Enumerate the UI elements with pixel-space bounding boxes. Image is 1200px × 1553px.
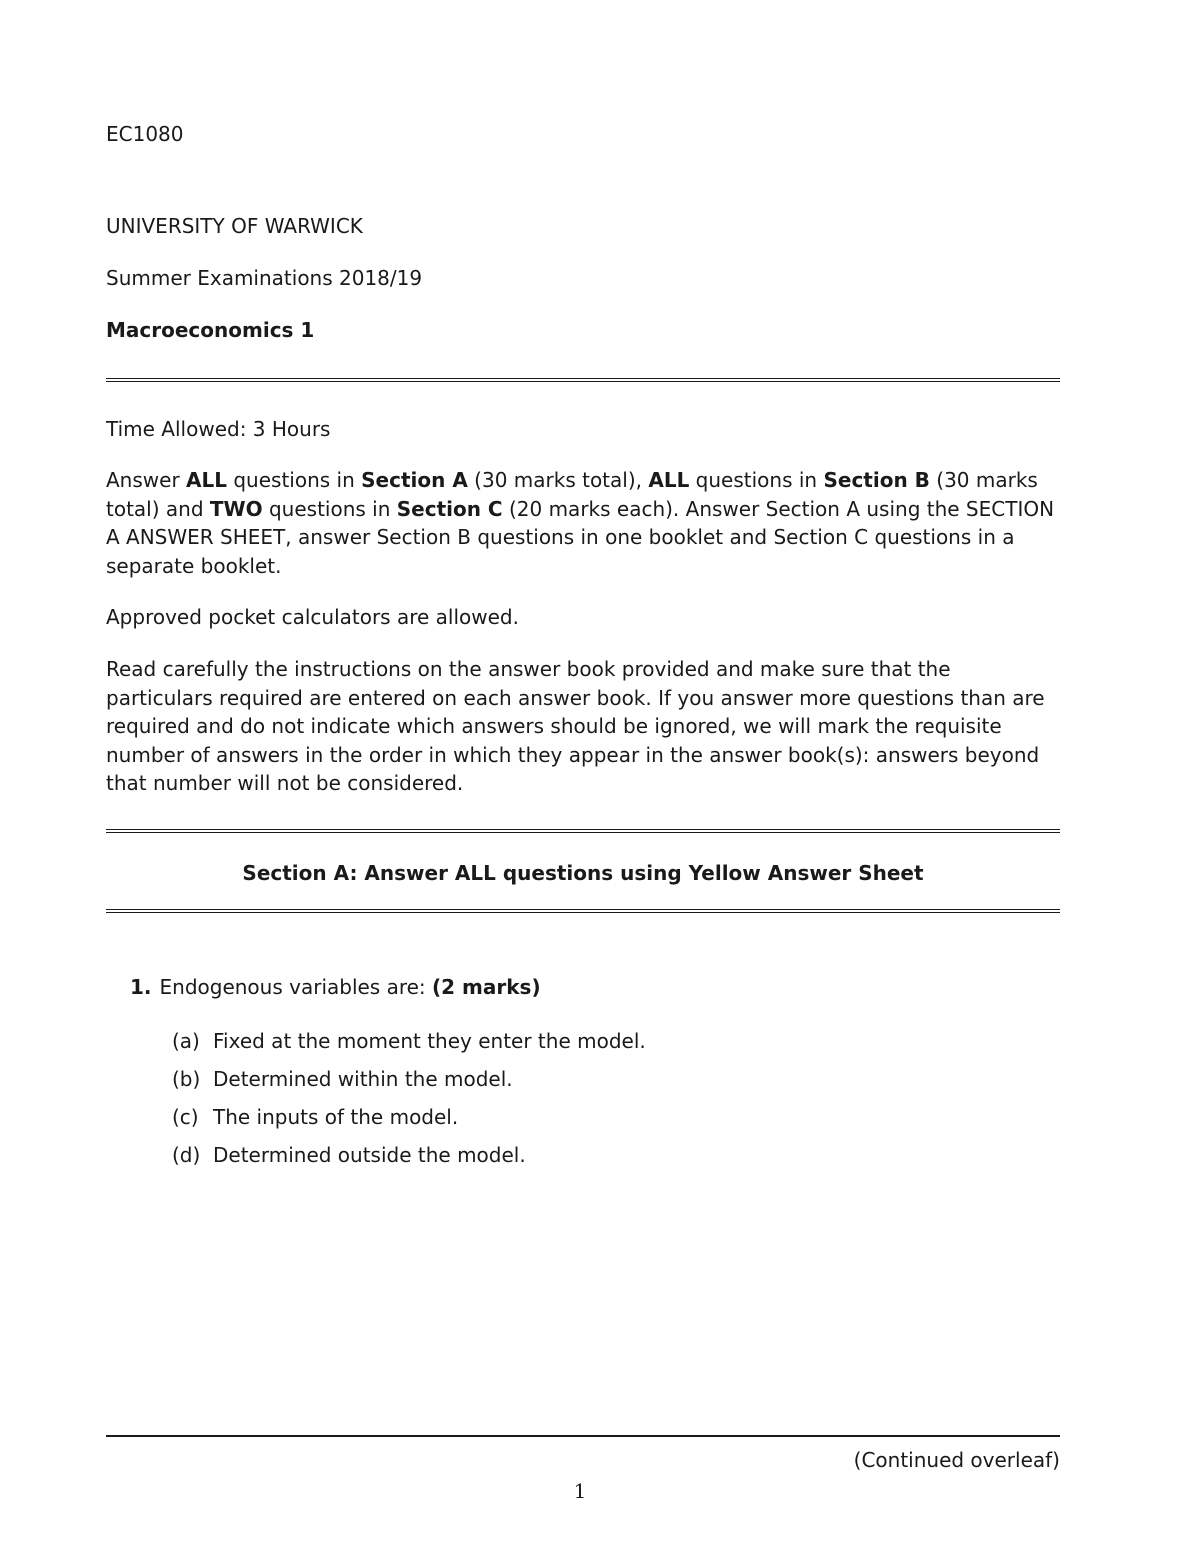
read-instructions: Read carefully the instructions on the answer book provided and make sure that the particulars required are entered on each answer book. If you answer more questions than are required and do not indicate which answers should be ignored, we will mark the requisite number of answers in the order in which they appear in the answer book(s): answers beyond that number will not be considered. (106, 657, 1045, 795)
option-d (172, 1141, 646, 1179)
answer-emphasis: Section A (361, 468, 468, 492)
answer-text: (30 marks total) and (106, 468, 1038, 521)
answer-instructions (106, 466, 1060, 580)
option-text: Fixed at the moment they enter the model. (213, 1029, 646, 1053)
option-b (172, 1065, 646, 1103)
option-a (172, 1027, 646, 1065)
option-label: (a) (172, 1029, 200, 1053)
option-label: (b) (172, 1067, 201, 1091)
answer-emphasis: ALL (186, 468, 227, 492)
question-number: 1. (130, 975, 152, 999)
option-label: (c) (172, 1105, 199, 1129)
answer-emphasis: TWO (209, 496, 263, 521)
answer-emphasis: Section B (823, 468, 930, 492)
continued-overleaf: (Continued overleaf) (853, 1448, 1060, 1472)
university-name: UNIVERSITY OF WARWICK (106, 214, 363, 238)
answer-text: (20 marks each). Answer Section A using the SECTION A ANSWER SHEET, answer Section B questions in one booklet and Section C questions in a separate booklet. (106, 496, 1055, 578)
option-text: Determined outside the model. (213, 1143, 526, 1167)
answer-text: questions in (689, 468, 824, 492)
option-c (172, 1103, 646, 1141)
answer-text: (30 marks total), (467, 468, 649, 492)
course-code: EC1080 (106, 122, 184, 146)
time-allowed: Time Allowed: 3 Hours (106, 417, 331, 441)
option-text: Determined within the model. (213, 1067, 513, 1091)
divider (106, 829, 1060, 833)
footer-rule (106, 1435, 1060, 1437)
section-a-heading: Section A: Answer ALL questions using Yellow Answer Sheet (242, 861, 924, 885)
option-text: The inputs of the model. (213, 1105, 459, 1129)
calculator-note: Approved pocket calculators are allowed. (106, 605, 519, 629)
answer-text: questions in (227, 468, 362, 492)
answer-text: questions in (262, 496, 397, 521)
divider (106, 909, 1060, 913)
divider (106, 378, 1060, 382)
question-1-options (172, 1027, 646, 1179)
option-label: (d) (172, 1143, 201, 1167)
answer-emphasis: Section C (396, 496, 503, 521)
module-title: Macroeconomics 1 (106, 318, 315, 342)
question-text: Endogenous variables are: (159, 975, 433, 999)
question-1 (130, 973, 541, 1002)
answer-text: Answer (106, 468, 187, 492)
question-marks: (2 marks) (432, 975, 541, 999)
exam-session: Summer Examinations 2018/19 (106, 266, 423, 290)
answer-emphasis: ALL (648, 468, 690, 492)
page-number: 1 (573, 1479, 587, 1503)
